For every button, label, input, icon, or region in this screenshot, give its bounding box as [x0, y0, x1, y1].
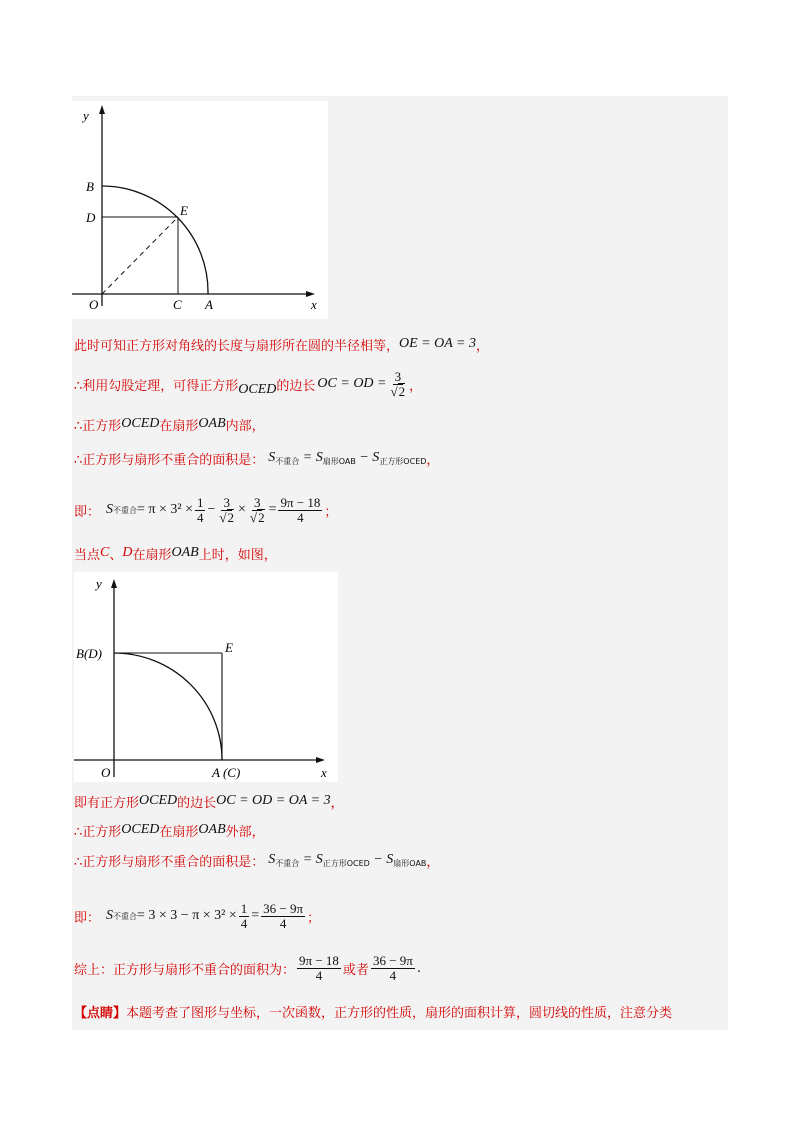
equals: =: [268, 502, 277, 517]
den: 4: [240, 915, 248, 931]
comment-tag: 【点睛】: [74, 1005, 127, 1021]
fraction-result: [278, 496, 322, 525]
minus: − S: [369, 851, 394, 867]
label-C: C: [173, 297, 182, 312]
line-1-end: ，: [475, 338, 489, 354]
label-y: y: [83, 108, 89, 123]
fraction-3-over-root2: [389, 370, 408, 399]
label-D: D: [86, 210, 96, 225]
square: OCED: [139, 793, 178, 808]
line-2-end: ，: [409, 378, 423, 394]
line-8: [74, 819, 265, 841]
fraction-result: [261, 902, 305, 931]
minus: − S: [355, 449, 380, 465]
subscript: 不重合: [275, 858, 300, 868]
label-x: x: [321, 765, 327, 780]
line-9-formula: [268, 852, 426, 869]
expression: = 3 × 3 − π × 3² ×: [137, 908, 237, 923]
line-8-mid: 在扇形: [159, 824, 199, 840]
line-3-mid: 在扇形: [159, 418, 199, 434]
line-8-end: 外部，: [225, 824, 265, 840]
num: 9π − 18: [280, 494, 321, 510]
symbol-S: S: [268, 449, 276, 465]
or-word: 或者: [342, 962, 369, 978]
num: 36 − 9π: [372, 952, 413, 968]
line-2-math: OC = OD =: [317, 376, 387, 391]
fraction-1-4: [239, 902, 250, 931]
den: 4: [279, 915, 287, 931]
line-10-end: ；: [307, 910, 321, 926]
equals: = S: [299, 449, 323, 465]
line-2-shape: OCED: [238, 382, 277, 397]
equals: =: [251, 908, 260, 923]
expression: = π × 3² ×: [137, 502, 193, 517]
line-12: [74, 1000, 672, 1022]
den: 4: [196, 509, 204, 525]
subscript: 扇形OAB: [393, 858, 427, 868]
line-11-text: 综上：正方形与扇形不重合的面积为：: [74, 962, 296, 978]
line-9-text: ∴正方形与扇形不重合的面积是：: [74, 854, 265, 870]
line-2-mid: 的边长: [276, 378, 316, 394]
y-axis-arrow: [111, 579, 117, 588]
fraction-1-4: [195, 496, 206, 525]
symbol-S: S: [268, 851, 276, 867]
label-E: E: [225, 640, 233, 655]
den: √2: [219, 509, 235, 525]
line-3-end: 内部，: [225, 418, 265, 434]
figure-2-coordinate-diagram: [74, 572, 338, 782]
line-5-text: 即：: [74, 504, 101, 520]
sector: OAB: [198, 822, 226, 837]
label-BD: B(D): [76, 646, 102, 661]
den: √2: [249, 509, 265, 525]
label-A: A: [205, 297, 213, 312]
num: 9π − 18: [299, 952, 339, 968]
line-2-text: ∴利用勾股定理，可得正方形: [74, 378, 239, 394]
label-O: O: [101, 765, 111, 780]
line-1-text: 此时可知正方形对角线的长度与扇形所在圆的半径相等，: [74, 338, 400, 354]
line-3-square: OCED: [121, 416, 160, 431]
fraction-denominator: √2: [390, 383, 406, 399]
line-9: [74, 848, 439, 872]
line-7-math: OC = OD = OA = 3: [216, 793, 331, 808]
equals: = S: [299, 851, 323, 867]
den: 4: [389, 967, 397, 983]
den: 4: [297, 509, 304, 525]
num: 1: [196, 494, 204, 510]
line-7-text: 即有正方形: [74, 795, 140, 811]
x-axis-arrow: [316, 757, 325, 763]
line-5: [74, 489, 337, 531]
line-11-end: .: [416, 960, 421, 976]
line-4-end: ，: [426, 452, 440, 468]
line-3-sector: OAB: [198, 416, 226, 431]
line-9-end: ，: [426, 854, 440, 870]
line-4: [74, 446, 439, 470]
times: ×: [238, 502, 246, 517]
y-axis-arrow: [99, 105, 105, 114]
symbol-S: S: [106, 908, 114, 923]
fraction-3-root2: [217, 496, 236, 525]
line-2: [74, 364, 422, 404]
label-AC: A (C): [212, 765, 241, 780]
radicand: 2: [398, 383, 406, 399]
separator: 、: [109, 547, 123, 563]
fraction-numerator: 3: [394, 368, 402, 384]
point-C: C: [100, 545, 110, 560]
radicand: 2: [227, 509, 235, 525]
num: 1: [240, 900, 248, 916]
num: 36 − 9π: [263, 900, 304, 916]
subscript: 不重合: [113, 505, 138, 515]
line-6-mid: 在扇形: [132, 547, 172, 563]
line-6-end: 上时，如图，: [198, 547, 277, 563]
line-6: [74, 542, 277, 564]
fraction-3-root2: [248, 496, 267, 525]
subscript: 扇形OAB: [322, 456, 356, 466]
radicand: 2: [258, 509, 265, 525]
point-D: D: [122, 545, 133, 560]
comment-text: 本题考查了图形与坐标，一次函数，正方形的性质，扇形的面积计算，圆切线的性质，注意分类: [126, 1005, 673, 1021]
line-8-text: ∴正方形: [74, 824, 122, 840]
subscript: 正方形OCED: [379, 456, 427, 466]
line-3-text: ∴正方形: [74, 418, 122, 434]
line-10-text: 即：: [74, 910, 101, 926]
subscript: 正方形OCED: [322, 858, 370, 868]
fraction-answer-1: [297, 954, 341, 983]
label-x: x: [311, 297, 317, 312]
minus: −: [207, 502, 216, 517]
figure-1-coordinate-diagram: [72, 101, 328, 319]
sector-arc: [114, 653, 222, 760]
den: 4: [315, 967, 323, 983]
line-4-formula: [268, 450, 426, 467]
square: OCED: [121, 822, 160, 837]
line-11: [74, 948, 421, 988]
sector: OAB: [171, 545, 199, 560]
num: 3: [253, 494, 261, 510]
line-5-end: ；: [324, 504, 338, 520]
line-6-text: 当点: [74, 547, 101, 563]
fraction-answer-2: [371, 954, 415, 983]
line-10: [74, 896, 320, 936]
label-y: y: [96, 576, 102, 591]
subscript: 不重合: [113, 911, 138, 921]
line-1-math: OE = OA = 3: [399, 336, 476, 351]
line-7-mid: 的边长: [177, 795, 217, 811]
label-O: O: [89, 297, 99, 312]
subscript: 不重合: [275, 456, 300, 466]
symbol-S: S: [106, 502, 114, 517]
label-B: B: [86, 179, 94, 194]
line-4-text: ∴正方形与扇形不重合的面积是：: [74, 452, 265, 468]
segment-OE-dashed: [102, 217, 178, 294]
line-3: [74, 413, 265, 435]
line-7: [74, 790, 344, 812]
line-7-end: ，: [330, 795, 344, 811]
line-1: [74, 334, 489, 354]
num: 3: [223, 494, 230, 510]
label-E: E: [180, 203, 188, 218]
